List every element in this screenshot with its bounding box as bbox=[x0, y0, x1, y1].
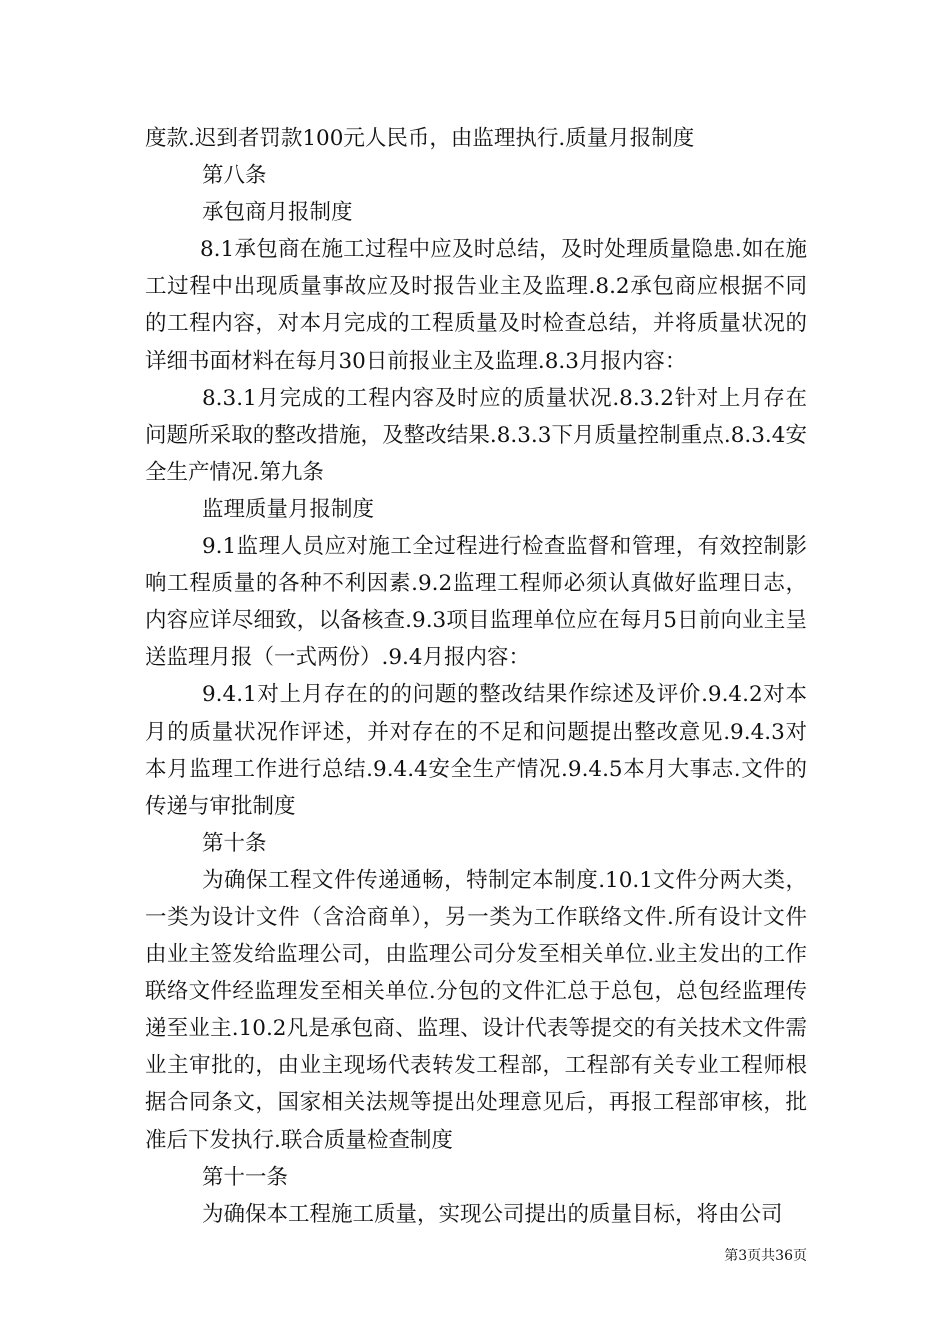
article-heading: 第十条 bbox=[202, 830, 267, 856]
paragraph: 9.4.1对上月存在的的问题的整改结果作综述及评价.9.4.2对本月的质量状况作评述，并对存在的不足和问题提出整改意见.9.4.3对本月监理工作进行总结.9.4.4安全生产情况.9.4.5本月大事志.文件的传递与审批制度 bbox=[145, 682, 807, 819]
section-title: 承包商月报制度 bbox=[202, 200, 353, 226]
paragraph: 8.1承包商在施工过程中应及时总结，及时处理质量隐患.如在施工过程中出现质量事故应及时报告业主及监理.8.2承包商应根据不同的工程内容，对本月完成的工程质量及时检查总结，并将质量状况的详细书面材料在每月30日前报业主及监理.8.3月报内容： bbox=[145, 237, 807, 374]
paragraph: 度款.迟到者罚款100元人民币，由监理执行.质量月报制度 bbox=[145, 126, 695, 151]
paragraph: 为确保本工程施工质量，实现公司提出的质量目标，将由公司 bbox=[202, 1201, 783, 1227]
paragraph: 9.1监理人员应对施工全过程进行检查监督和管理，有效控制影响工程质量的各种不利因素.9.2监理工程师必须认真做好监理日志，内容应详尽细致，以备核查.9.3项目监理单位应在每月5日前向业主呈送监理月报（一式两份）.9.4月报内容： bbox=[145, 534, 807, 671]
page-number: 第3页共36页 bbox=[724, 1248, 807, 1264]
article-heading: 第八条 bbox=[202, 163, 267, 189]
paragraph: 8.3.1月完成的工程内容及时应的质量状况.8.3.2针对上月存在问题所采取的整改措施，及整改结果.8.3.3下月质量控制重点.8.3.4安全生产情况.第九条 bbox=[145, 385, 807, 485]
section-title: 监理质量月报制度 bbox=[202, 496, 375, 522]
document-body bbox=[145, 120, 807, 1233]
paragraph: 为确保工程文件传递通畅，特制定本制度.10.1文件分两大类，一类为设计文件（含洽商单），另一类为工作联络文件.所有设计文件由业主签发给监理公司，由监理公司分发至相关单位.业主发出的工作联络文件经监理发至相关单位.分包的文件汇总于总包，总包经监理传递至业主.10.2凡是承包商、监理、设计代表等提交的有关技术文件需业主审批的，由业主现场代表转发工程部，工程部有关专业工程师根据合同条文，国家相关法规等提出处理意见后，再报工程部审核，批准后下发执行.联合质量检查制度 bbox=[145, 867, 807, 1153]
article-heading: 第十一条 bbox=[202, 1164, 289, 1190]
